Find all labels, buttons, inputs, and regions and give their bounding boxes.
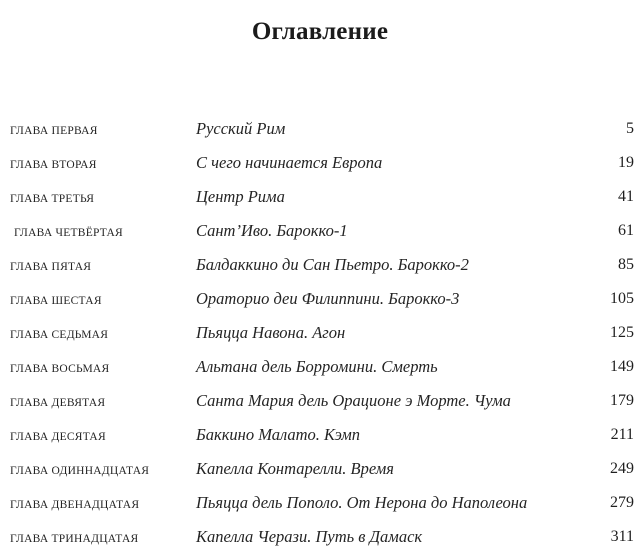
page-number: 61 <box>618 222 634 239</box>
chapter-title: Пьяцца дель Пополо. От Нерона до Наполеона <box>196 493 528 512</box>
page-number: 85 <box>618 256 634 273</box>
toc-entry[interactable] <box>0 112 640 146</box>
chapter-label: ГЛАВА СЕДЬМАЯ <box>10 329 109 341</box>
chapter-label: ГЛАВА ТРЕТЬЯ <box>10 193 95 205</box>
chapter-label: ГЛАВА ДВЕНАДЦАТАЯ <box>10 499 140 511</box>
toc-entry[interactable] <box>0 214 640 248</box>
chapter-label: ГЛАВА ПЯТАЯ <box>10 261 92 273</box>
chapter-title: Балдаккино ди Сан Пьетро. Барокко-2 <box>196 255 469 274</box>
chapter-label: ГЛАВА ОДИННАДЦАТАЯ <box>10 465 150 477</box>
chapter-title: Альтана дель Борромини. Смерть <box>196 357 438 376</box>
toc-entry[interactable] <box>0 248 640 282</box>
toc-entry[interactable] <box>0 452 640 486</box>
page-number: 179 <box>610 392 634 409</box>
page-number: 5 <box>626 120 634 137</box>
table-of-contents <box>0 112 640 546</box>
chapter-label: ГЛАВА ВТОРАЯ <box>10 159 97 171</box>
page-number: 105 <box>610 290 634 307</box>
page-number: 19 <box>618 154 634 171</box>
chapter-title: Капелла Черази. Путь в Дамаск <box>196 527 423 546</box>
toc-entry[interactable] <box>0 384 640 418</box>
chapter-label: ГЛАВА ДЕСЯТАЯ <box>10 431 106 443</box>
toc-entry[interactable] <box>0 486 640 520</box>
page-number: 249 <box>610 460 634 477</box>
chapter-label: ГЛАВА ВОСЬМАЯ <box>10 363 110 375</box>
toc-entry[interactable] <box>0 350 640 384</box>
toc-entry[interactable] <box>0 316 640 350</box>
toc-entry[interactable] <box>0 146 640 180</box>
chapter-title: Сант’Иво. Барокко-1 <box>196 221 348 240</box>
chapter-label: ГЛАВА ПЕРВАЯ <box>10 125 98 137</box>
chapter-label: ГЛАВА ШЕСТАЯ <box>10 295 102 307</box>
chapter-title: С чего начинается Европа <box>196 153 383 172</box>
page-number: 279 <box>610 494 634 511</box>
chapter-title: Баккино Малато. Кэмп <box>196 425 361 444</box>
chapter-title: Центр Рима <box>196 187 285 206</box>
toc-entry[interactable] <box>0 520 640 554</box>
chapter-label: ГЛАВА ЧЕТВЁРТАЯ <box>14 227 123 239</box>
chapter-title: Пьяцца Навона. Агон <box>196 323 346 342</box>
page-number: 149 <box>610 358 634 375</box>
toc-entry[interactable] <box>0 418 640 452</box>
chapter-title: Санта Мария дель Орационе э Морте. Чума <box>196 391 511 410</box>
chapter-label: ГЛАВА ТРИНАДЦАТАЯ <box>10 533 139 545</box>
page-title: Оглавление <box>251 17 389 45</box>
chapter-title: Русский Рим <box>196 119 286 138</box>
page-number: 125 <box>610 324 634 341</box>
chapter-title: Ораторио деи Филиппини. Барокко-3 <box>196 289 460 308</box>
page-number: 41 <box>618 188 634 205</box>
toc-entry[interactable] <box>0 180 640 214</box>
chapter-title: Капелла Контарелли. Время <box>196 459 394 478</box>
chapter-label: ГЛАВА ДЕВЯТАЯ <box>10 397 106 409</box>
page-number: 311 <box>610 528 634 545</box>
toc-entry[interactable] <box>0 282 640 316</box>
page-number: 211 <box>610 426 634 443</box>
